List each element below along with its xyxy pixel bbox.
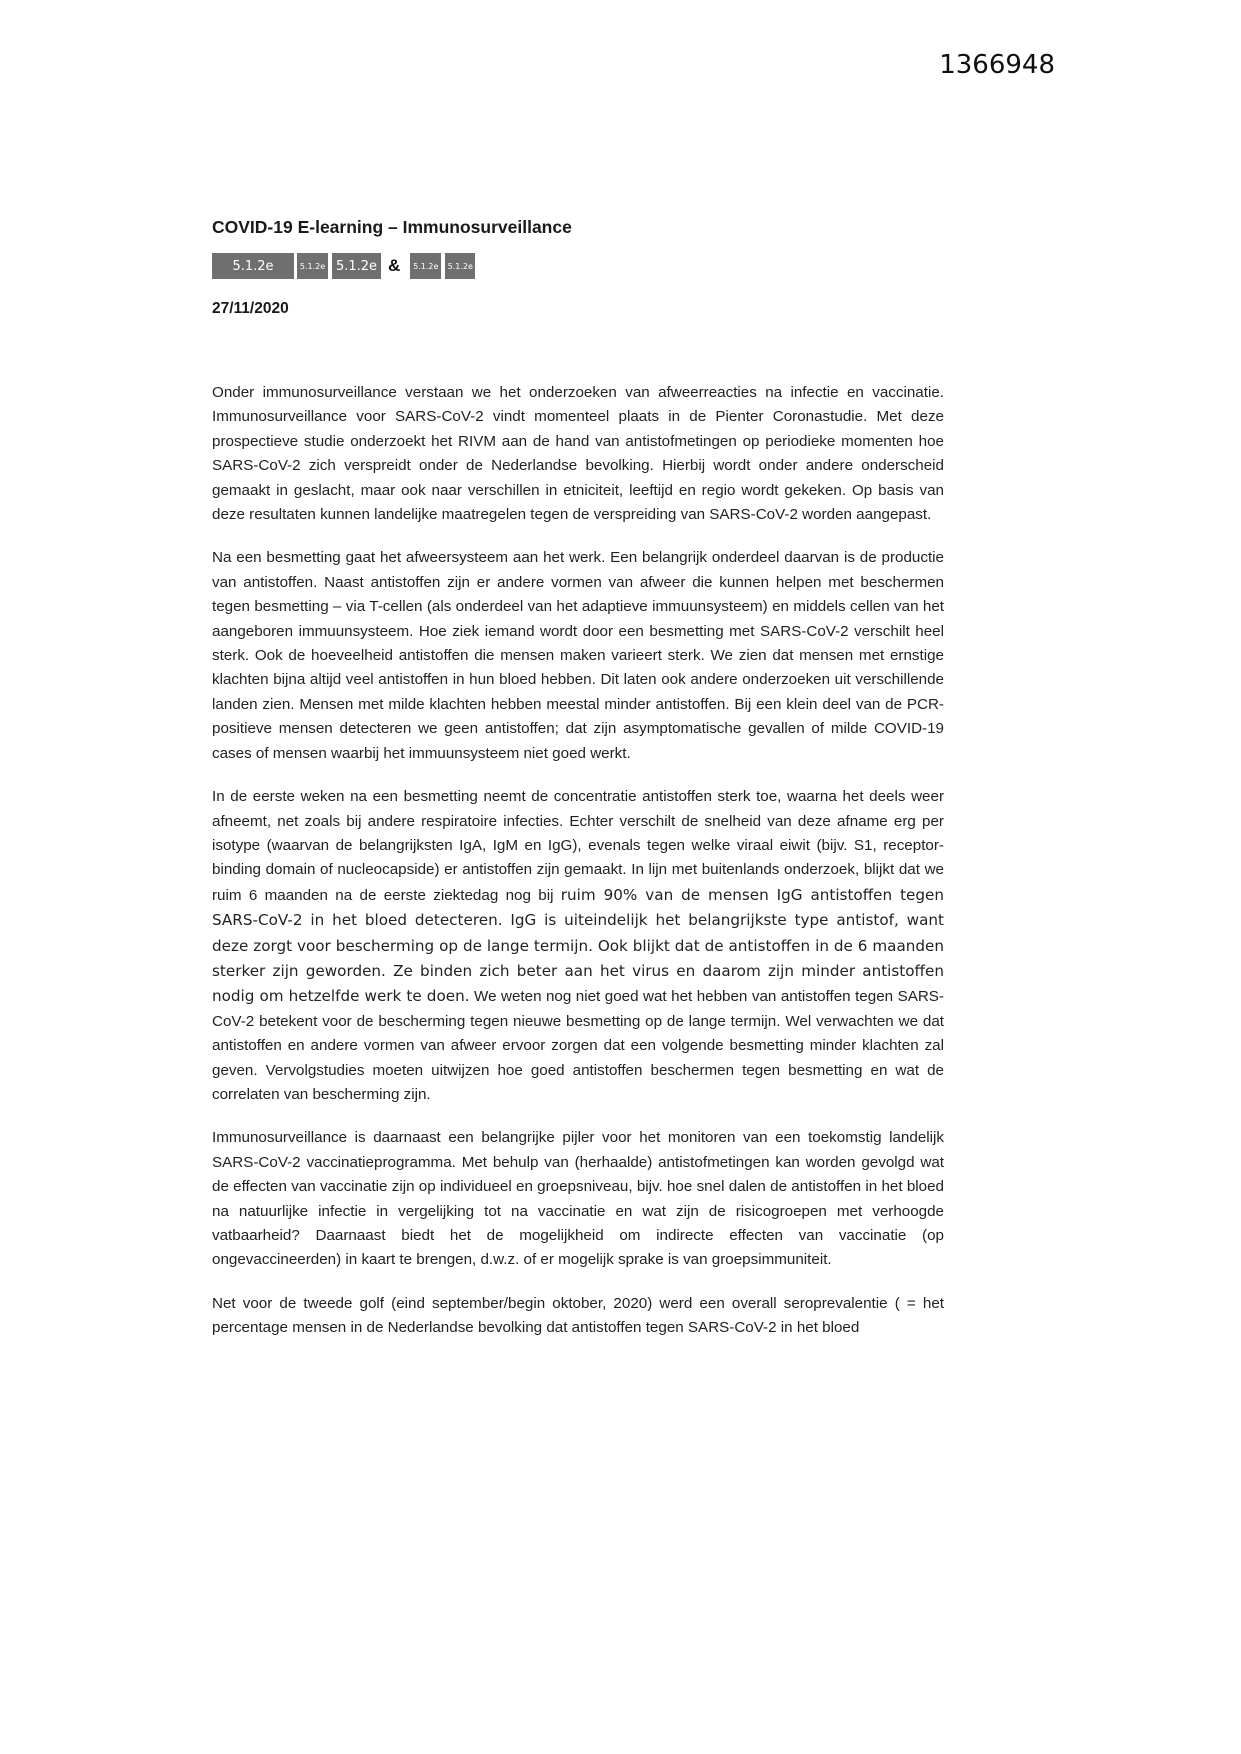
redaction-box: 5.1.2e bbox=[410, 253, 441, 279]
redaction-box: 5.1.2e bbox=[445, 253, 475, 279]
document-title: COVID-19 E-learning – Immunosurveillance bbox=[212, 217, 572, 237]
ampersand-separator: & bbox=[388, 256, 401, 275]
paragraph-antistoffen-verloop bbox=[212, 785, 944, 1107]
page-id-number: 1366948 bbox=[939, 50, 1055, 80]
redaction-box: 5.1.2e bbox=[332, 253, 381, 279]
document-content bbox=[212, 216, 944, 1360]
redaction-bar bbox=[212, 253, 944, 279]
body-text bbox=[212, 381, 944, 1341]
paragraph-afweersysteem: Na een besmetting gaat het afweersysteem aan het werk. Een belangrijk onderdeel daarvan is de productie van antistoffen. Naast antistoffen zijn er andere vormen van afweer die kunnen helpen met beschermen tegen besmetting – via T-cellen (als onderdeel van het adaptieve immuunsysteem) en middels cellen van het aangeboren immuunsysteem. Hoe ziek iemand wordt door een besmetting met SARS-CoV-2 verschilt heel sterk. Ook de hoeveelheid antistoffen die mensen maken varieert sterk. We zien dat mensen met ernstige klachten bijna altijd veel antistoffen in hun bloed hebben. Dit laten ook andere onderzoeken uit verschillende landen zien. Mensen met milde klachten hebben meestal minder antistoffen. Bij een klein deel van de PCR-positieve mensen detecteren we geen antistoffen; dat zijn asymptomatische gevallen of milde COVID-19 cases of mensen waarbij het immuunsysteem niet goed werkt. bbox=[212, 549, 944, 762]
paragraph-part: In de eerste weken na een besmetting neemt de concentratie antistoffen sterk toe, waarna het deels weer afneemt, net zoals bij andere respiratoire infecties. Echter verschilt de snelheid van deze afname erg per isotype (waarvan de belangrijksten IgA, IgM en IgG), evenals tegen welke viraal eiwit (bijv. S1, receptor-binding domain of nucleocapside) er antistoffen zijn gemaakt. In lijn met buitenlands onderzoek, blijkt dat we ruim 6 maanden na de eerste ziektedag nog bij bbox=[212, 788, 944, 904]
paragraph-part-alt-font: ruim 90% van de mensen IgG antistoffen tegen SARS-CoV-2 in het bloed detecteren. IgG is uiteindelijk het belangrijkste type antistof, want deze zorgt voor bescherming op de lange termijn. Ook blijkt dat de antistoffen in de 6 maanden sterker zijn geworden. Ze binden zich beter aan het virus en daarom zijn minder antistoffen nodig om hetzelfde werk te doen. bbox=[212, 885, 944, 1006]
redaction-box: 5.1.2e bbox=[212, 253, 294, 279]
paragraph-immunosurveillance-intro: Onder immunosurveillance verstaan we het onderzoeken van afweerreacties na infectie en vaccinatie. Immunosurveillance voor SARS-CoV-2 vindt momenteel plaats in de Pienter Coronastudie. Met deze prospectieve studie onderzoekt het RIVM aan de hand van antistofmetingen op periodieke momenten hoe SARS-CoV-2 zich verspreidt onder de Nederlandse bevolking. Hierbij wordt onder andere onderscheid gemaakt in geslacht, maar ook naar verschillen in etniciteit, leeftijd en regio wordt gekeken. Op basis van deze resultaten kunnen landelijke maatregelen tegen de verspreiding van SARS-CoV-2 worden aangepast. bbox=[212, 384, 944, 524]
paragraph-seroprevalentie: Net voor de tweede golf (eind september/begin oktober, 2020) werd een overall seroprevalentie ( = het percentage mensen in de Nederlandse bevolking dat antistoffen tegen SARS-CoV-2 in het bloed bbox=[212, 1294, 944, 1337]
paragraph-vaccinatieprogramma: Immunosurveillance is daarnaast een belangrijke pijler voor het monitoren van een toekomstig landelijk SARS-CoV-2 vaccinatieprogramma. Met behulp van (herhaalde) antistofmetingen kan worden gevolgd wat de effecten van vaccinatie zijn op individueel en groepsniveau, bijv. hoe snel dalen de antistoffen in het bloed na natuurlijke infectie in vergelijking tot na vaccinatie en wat zijn de risicogroepen met verhoogde vatbaarheid? Daarnaast biedt het de mogelijkheid om indirecte effecten van vaccinatie (op ongevaccineerden) in kaart te brengen, d.w.z. of er mogelijk sprake is van groepsimmuniteit. bbox=[212, 1129, 944, 1269]
document-date: 27/11/2020 bbox=[212, 300, 289, 317]
paragraph-part: We weten nog niet goed wat het hebben van antistoffen tegen SARS-CoV-2 betekent voor de bescherming tegen nieuwe besmetting op de lange termijn. Wel verwachten we dat antistoffen en andere vormen van afweer ervoor zorgen dat een volgende besmetting minder klachten zal geven. Vervolgstudies moeten uitwijzen hoe goed antistoffen beschermen tegen besmetting en wat de correlaten van bescherming zijn. bbox=[212, 988, 944, 1103]
redaction-box: 5.1.2e bbox=[297, 253, 328, 279]
